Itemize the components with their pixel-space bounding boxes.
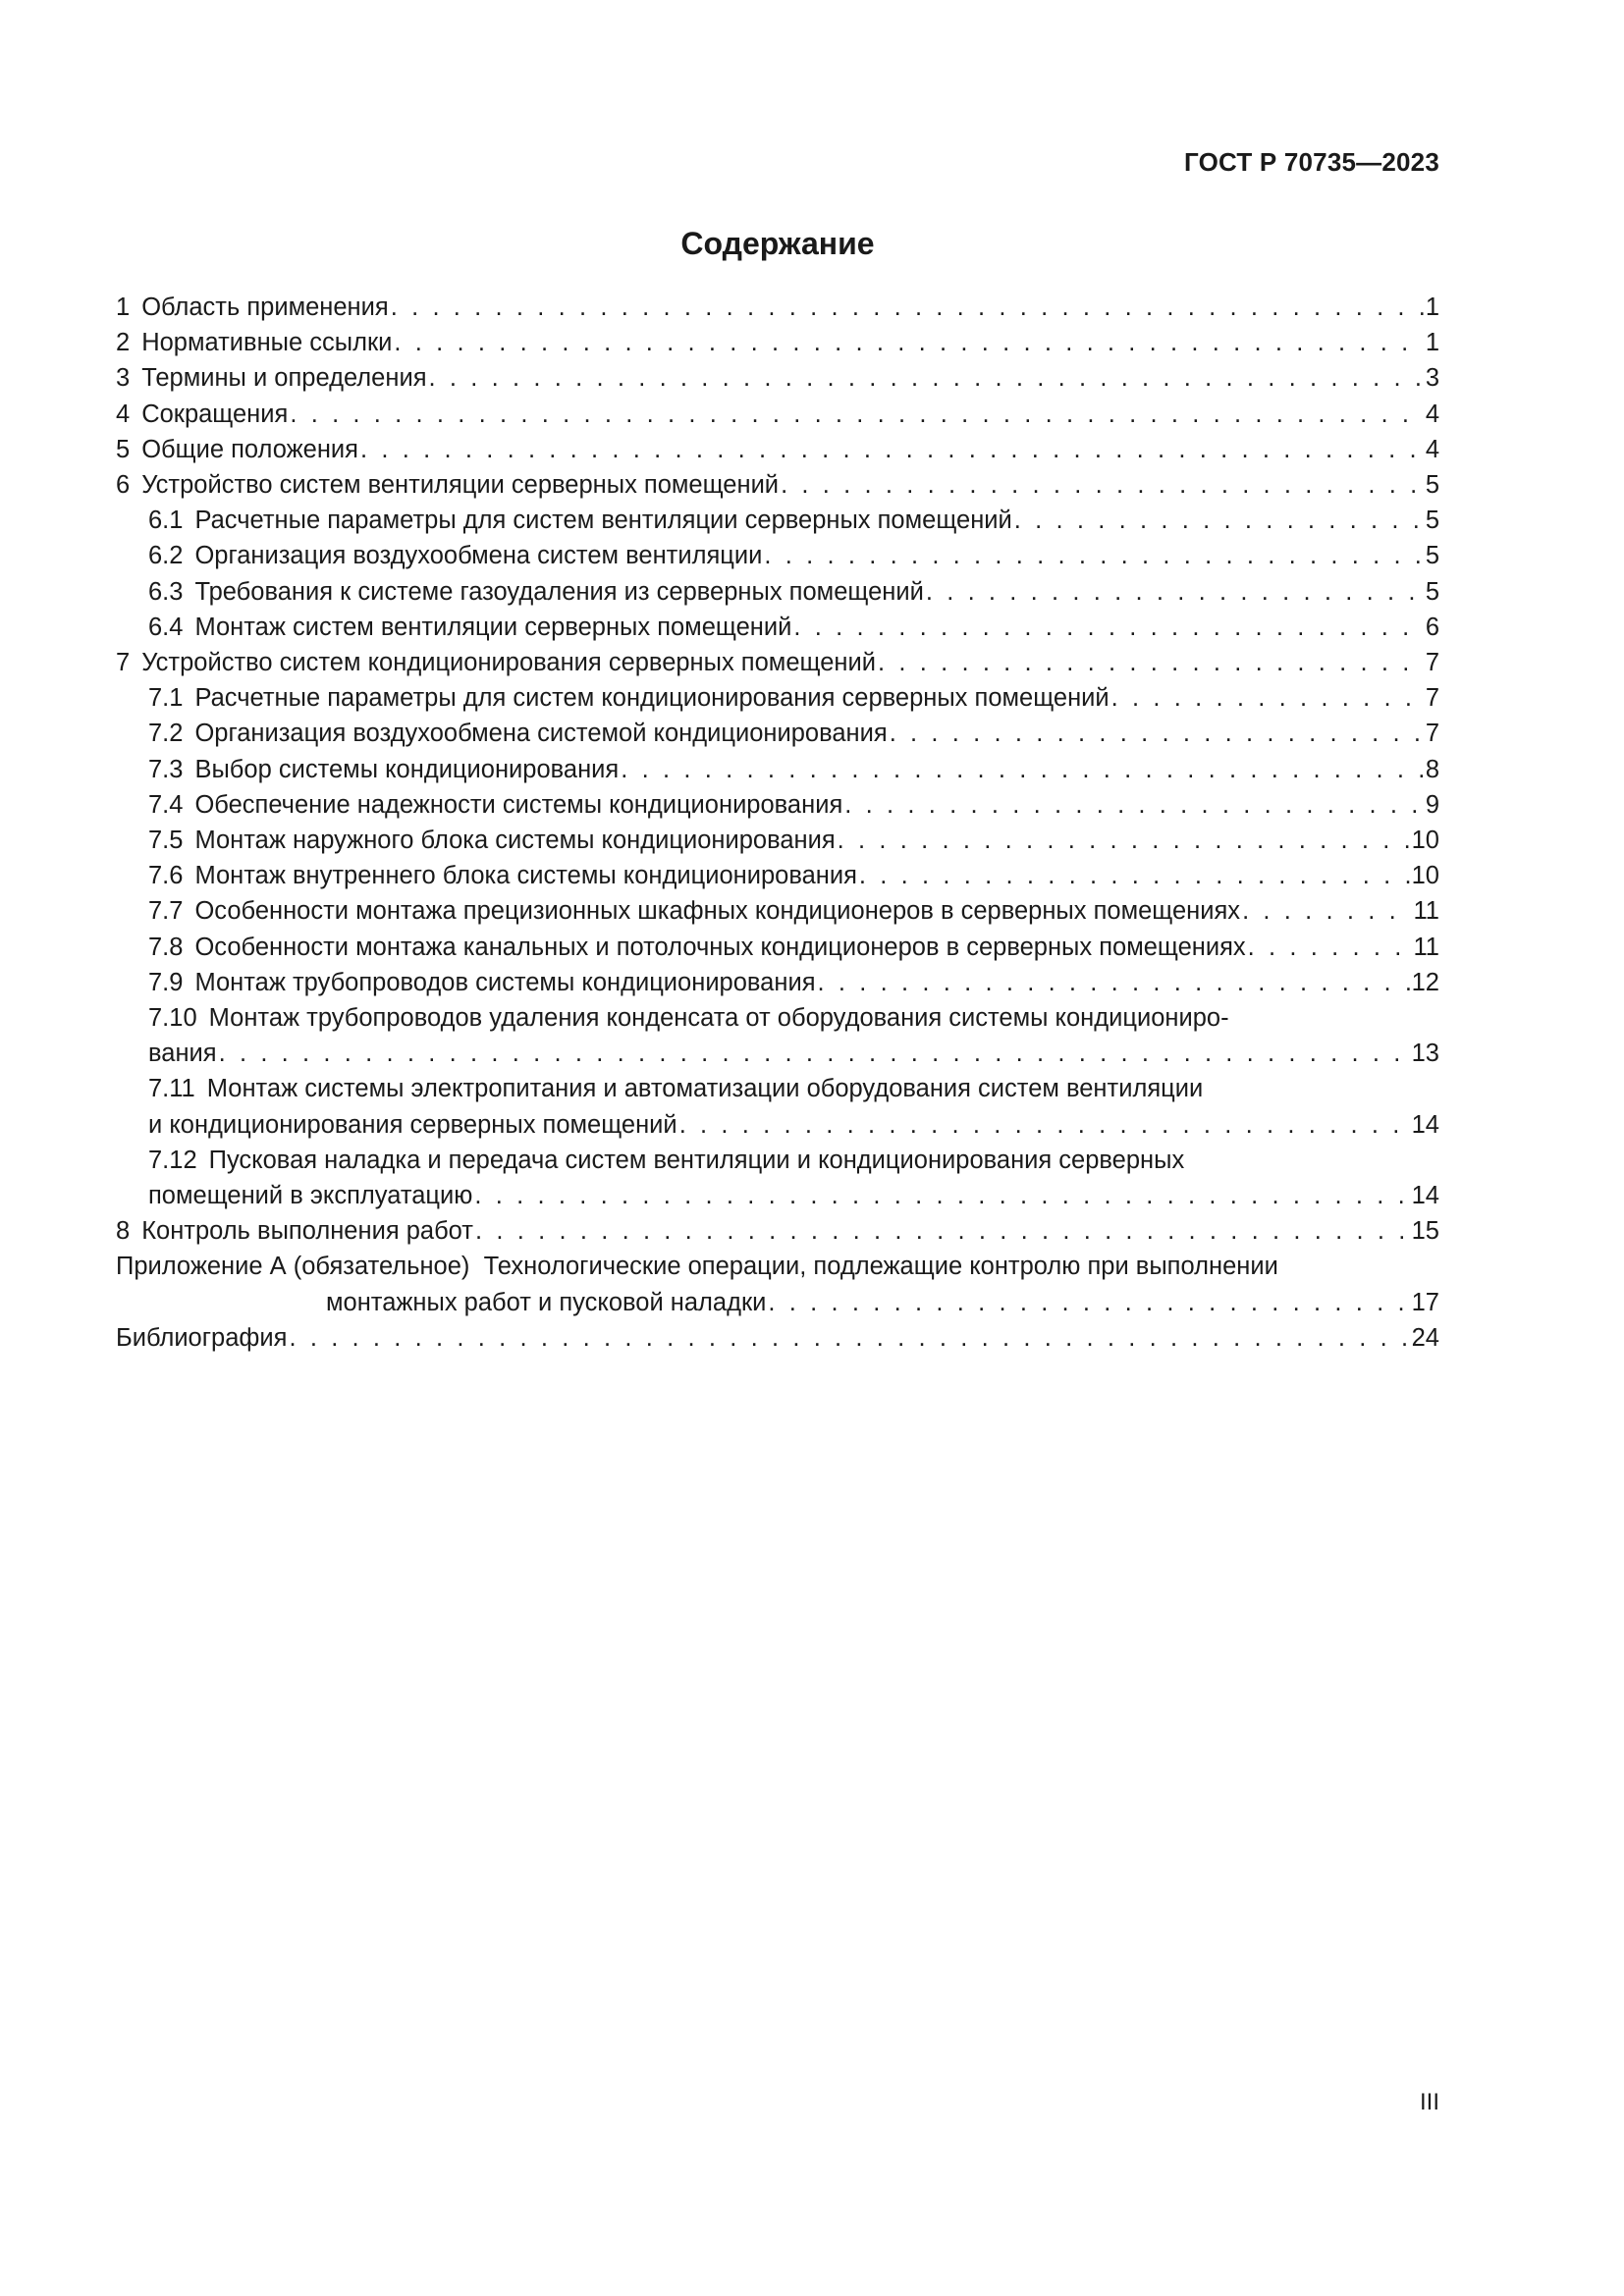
leader-dots: [679, 1107, 1410, 1143]
toc-entry[interactable]: [116, 1213, 1439, 1249]
toc-subentry[interactable]: [116, 752, 1439, 787]
toc-entry-page: 7: [1425, 720, 1439, 748]
toc-subentry[interactable]: [116, 574, 1439, 610]
toc-entry-title: Монтаж систем вентиляции серверных помещений: [194, 613, 792, 641]
toc-subentry-first-line[interactable]: [116, 1000, 1439, 1036]
toc-entry-number: 7.5: [148, 827, 184, 855]
leader-dots: [764, 538, 1423, 573]
toc-entry-title: Монтаж внутреннего блока системы кондиционирования: [194, 862, 857, 890]
toc-entry-page: 11: [1413, 933, 1439, 961]
toc-subentry[interactable]: [116, 965, 1439, 1000]
page-title: Содержание: [680, 226, 875, 261]
toc-entry-page: 7: [1425, 649, 1439, 677]
toc-subentry-last-line[interactable]: [116, 1036, 1439, 1071]
leader-dots: [394, 325, 1423, 360]
toc-entry-number: 7.12: [148, 1146, 197, 1174]
toc-subentry[interactable]: [116, 787, 1439, 823]
toc-entry-title-continued: монтажных работ и пусковой наладки: [326, 1288, 767, 1316]
toc-entry-number: 6.1: [148, 507, 184, 535]
toc-entry-title: Обеспечение надежности системы кондиционирования: [194, 790, 843, 819]
leader-dots: [768, 1285, 1409, 1320]
toc-entry-number: 7.10: [148, 1004, 197, 1033]
leader-dots: [781, 467, 1424, 503]
toc-appendix-first-line[interactable]: [116, 1249, 1439, 1284]
toc-entry-page: 4: [1425, 435, 1439, 463]
toc-entry-page: 4: [1425, 400, 1439, 428]
toc-entry-page: 17: [1411, 1288, 1439, 1316]
toc-subentry[interactable]: [116, 610, 1439, 645]
toc-entry-title: Требования к системе газоудаления из серверных помещений: [194, 577, 924, 606]
toc-entry-number: 8: [116, 1217, 131, 1246]
leader-dots: [1111, 680, 1424, 716]
leader-dots: [1248, 930, 1412, 965]
toc-entry-number: 7.11: [148, 1075, 195, 1103]
toc-entry-page: 14: [1411, 1110, 1439, 1139]
toc-entry-number: 7.1: [148, 684, 184, 713]
toc-entry[interactable]: [116, 432, 1439, 467]
leader-dots: [844, 787, 1424, 823]
toc-entry-number: 7.9: [148, 968, 184, 996]
leader-dots: [878, 645, 1424, 680]
toc-entry-number: 7.4: [148, 790, 184, 819]
toc-entry-title: Область применения: [141, 294, 389, 321]
toc-entry-page: 1: [1425, 294, 1439, 321]
toc-entry-page: 10: [1411, 862, 1439, 890]
toc-entry-bibliography[interactable]: [116, 1320, 1439, 1356]
toc-subentry-first-line[interactable]: [116, 1143, 1439, 1178]
leader-dots: [926, 574, 1424, 610]
toc-entry-page: 6: [1425, 613, 1439, 641]
toc-entry-number: 6.2: [148, 542, 184, 570]
toc-entry-title: Общие положения: [141, 435, 358, 463]
toc-entry-title-continued: и кондиционирования серверных помещений: [148, 1110, 677, 1139]
toc-subentry-last-line[interactable]: [116, 1107, 1439, 1143]
leader-dots: [621, 752, 1424, 787]
toc-entry[interactable]: [116, 325, 1439, 360]
toc-entry-title: Устройство систем вентиляции серверных помещений: [141, 471, 780, 500]
toc-appendix-last-line[interactable]: [116, 1285, 1439, 1320]
leader-dots: [290, 397, 1423, 432]
leader-dots: [1242, 893, 1411, 929]
leader-dots: [289, 1320, 1409, 1356]
toc-entry-page: 13: [1411, 1040, 1439, 1068]
leader-dots: [793, 610, 1423, 645]
toc-subentry[interactable]: [116, 503, 1439, 538]
toc-entry-title: Расчетные параметры для систем кондиционирования серверных помещений: [194, 684, 1110, 713]
toc-entry-page: 8: [1425, 755, 1439, 783]
toc-subentry[interactable]: [116, 680, 1439, 716]
toc-entry-page: 9: [1425, 790, 1439, 819]
toc-entry-title-continued: помещений в эксплуатацию: [148, 1182, 473, 1210]
toc-entry-page: 14: [1411, 1182, 1439, 1210]
leader-dots: [859, 858, 1410, 893]
toc-entry[interactable]: [116, 645, 1439, 680]
toc-entry-title: Пусковая наладка и передача систем вентиляции и кондиционирования серверных: [208, 1146, 1185, 1174]
toc-entry-title: Нормативные ссылки: [141, 329, 393, 357]
toc-entry-number: 7.7: [148, 897, 184, 926]
toc-entry-number: 7.8: [148, 933, 184, 961]
toc-subentry[interactable]: [116, 716, 1439, 751]
toc-entry-number: 4: [116, 400, 131, 428]
toc-entry-number: 6.3: [148, 577, 184, 606]
toc-entry-page: 11: [1413, 897, 1439, 926]
toc-entry-page: 15: [1411, 1217, 1439, 1246]
leader-dots: [838, 823, 1410, 858]
toc-subentry[interactable]: [116, 823, 1439, 858]
toc-entry-title: Организация воздухообмена систем вентиляции: [194, 542, 763, 570]
appendix-label: Приложение А (обязательное): [116, 1253, 470, 1281]
toc-entry-title: Особенности монтажа прецизионных шкафных кондиционеров в серверных помещениях: [194, 897, 1241, 926]
toc-entry-number: 2: [116, 329, 131, 357]
toc-entry-number: 7.3: [148, 755, 184, 783]
toc-subentry[interactable]: [116, 893, 1439, 929]
toc-entry-title: Термины и определения: [141, 364, 427, 393]
toc-entry-title: Библиография: [116, 1323, 288, 1352]
leader-dots: [1014, 503, 1424, 538]
toc-entry-page: 5: [1425, 507, 1439, 535]
toc-entry-page: 10: [1411, 827, 1439, 855]
toc-entry-title: Монтаж системы электропитания и автоматизации оборудования систем вентиляции: [206, 1075, 1204, 1103]
toc-entry-title: Расчетные параметры для систем вентиляции серверных помещений: [194, 507, 1012, 535]
leader-dots: [818, 965, 1410, 1000]
toc-entry-title: Устройство систем кондиционирования серверных помещений: [141, 649, 876, 677]
toc-entry-number: 1: [116, 294, 131, 321]
toc-subentry[interactable]: [116, 930, 1439, 965]
toc-entry-number: 7: [116, 649, 131, 677]
toc-entry-title: Сокращения: [141, 400, 289, 428]
toc-entry-page: 12: [1411, 968, 1439, 996]
toc-entry-title: Технологические операции, подлежащие контролю при выполнении: [483, 1253, 1278, 1281]
toc-subentry[interactable]: [116, 858, 1439, 893]
toc-entry-page: 3: [1425, 364, 1439, 393]
toc-entry[interactable]: [116, 397, 1439, 432]
toc-entry-page: 24: [1411, 1323, 1439, 1352]
toc-entry-number: 3: [116, 364, 131, 393]
toc-entry-page: 5: [1425, 542, 1439, 570]
toc-subentry-first-line[interactable]: [116, 1071, 1439, 1106]
leader-dots: [474, 1178, 1409, 1213]
table-of-contents: [116, 290, 1439, 1356]
leader-dots: [360, 432, 1424, 467]
toc-entry[interactable]: [116, 360, 1439, 396]
toc-subentry[interactable]: [116, 538, 1439, 573]
toc-entry-number: 6.4: [148, 613, 184, 641]
toc-entry-page: 5: [1425, 471, 1439, 500]
toc-entry-number: 7.6: [148, 862, 184, 890]
toc-entry-number: 5: [116, 435, 131, 463]
toc-entry-title: Монтаж трубопроводов удаления конденсата от оборудования системы кондициониро-: [208, 1004, 1229, 1033]
document-code: ГОСТ Р 70735—2023: [1184, 147, 1439, 177]
toc-entry-title: Монтаж наружного блока системы кондиционирования: [194, 827, 836, 855]
leader-dots: [890, 716, 1424, 751]
toc-subentry-last-line[interactable]: [116, 1178, 1439, 1213]
leader-dots: [429, 360, 1424, 396]
toc-entry-title: Контроль выполнения работ: [141, 1217, 473, 1246]
toc-entry-title: Организация воздухообмена системой кондиционирования: [194, 720, 888, 748]
page-number: III: [1419, 2089, 1439, 2115]
toc-entry-page: 5: [1425, 577, 1439, 606]
toc-entry-number: 7.2: [148, 720, 184, 748]
toc-entry-number: 6: [116, 471, 131, 500]
toc-entry-title: Монтаж трубопроводов системы кондиционирования: [194, 968, 816, 996]
leader-dots: [219, 1036, 1410, 1071]
toc-entry-page: 1: [1425, 329, 1439, 357]
leader-dots: [391, 290, 1424, 325]
toc-entry-page: 7: [1425, 684, 1439, 713]
toc-entry-title: Особенности монтажа канальных и потолочных кондиционеров в серверных помещениях: [194, 933, 1246, 961]
leader-dots: [475, 1213, 1410, 1249]
toc-entry-title-continued: вания: [148, 1040, 217, 1068]
toc-entry[interactable]: [116, 290, 1439, 325]
toc-entry-title: Выбор системы кондиционирования: [194, 755, 620, 783]
toc-entry[interactable]: [116, 467, 1439, 503]
